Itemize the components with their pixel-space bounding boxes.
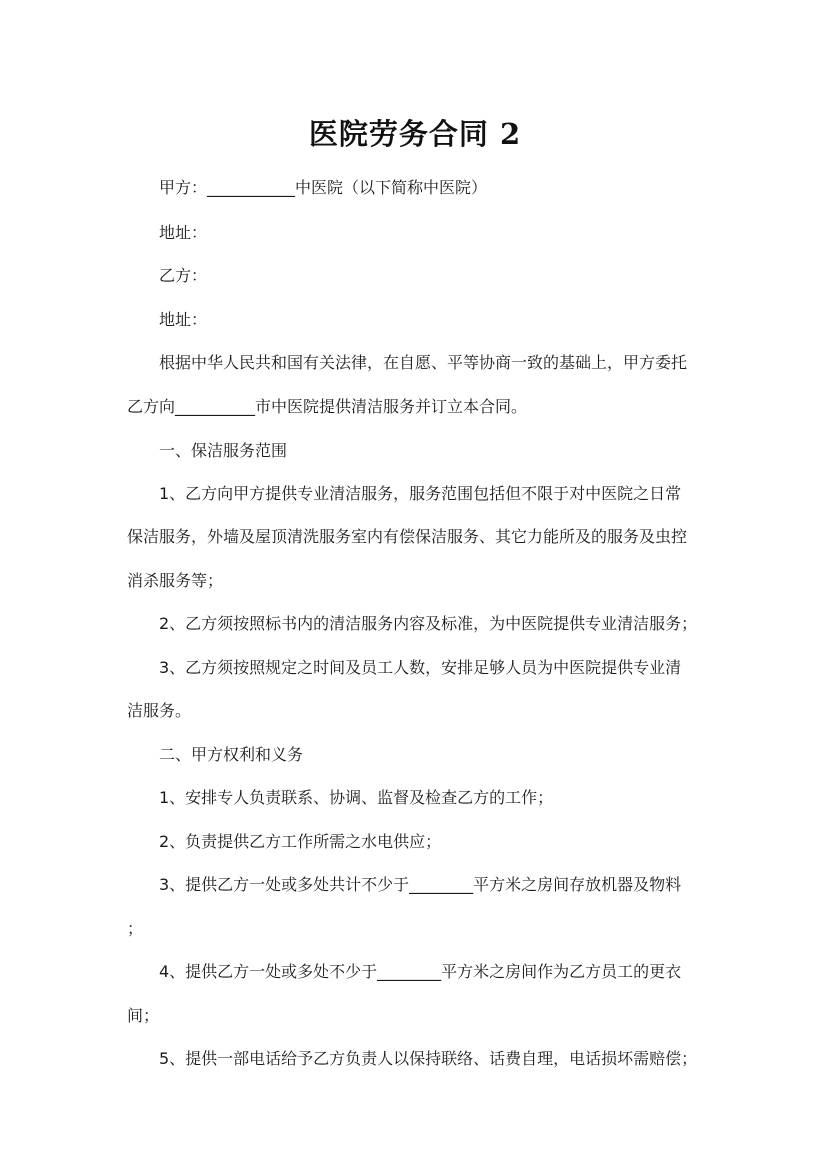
preamble-line-1: 根据中华人民共和国有关法律，在自愿、平等协商一致的基础上，甲方委托 [159,353,688,372]
section-heading-1: 一、保洁服务范围 [159,441,288,460]
clause-1-3-line-2: 洁服务。 [127,701,192,720]
document-title: 医院劳务合同 2 [308,117,522,151]
party-b-address: 地址： [159,310,208,329]
clause-1-3-line-1: 3、乙方须按照规定之时间及员工人数，安排足够人员为中医院提供专业清 [159,658,682,677]
clause-2-2: 2、负责提供乙方工作所需之水电供应； [159,832,442,851]
clause-1-1-line-2: 保洁服务，外墙及屋顶清洗服务室内有偿保洁服务、其它力能所及的服务及虫控 [127,527,688,546]
clause-2-4-line-2: 间； [127,1006,160,1025]
clause-2-1: 1、安排专人负责联系、协调、监督及检查乙方的工作； [159,788,554,807]
clause-2-3-line-1: 3、提供乙方一处或多处共计不少于________平方米之房间存放机器及物料 [159,875,682,894]
clause-2-3-line-2: ； [127,919,144,938]
section-heading-2: 二、甲方权利和义务 [159,745,304,764]
party-a-line: 甲方：___________中医院（以下简称中医院） [159,178,488,197]
clause-2-4-line-1: 4、提供乙方一处或多处不少于________平方米之房间作为乙方员工的更衣 [159,962,682,981]
clause-1-1-line-3: 消杀服务等； [127,571,224,590]
clause-1-1-line-1: 1、乙方向甲方提供专业清洁服务，服务范围包括但不限于对中医院之日常 [159,484,682,503]
clause-2-5: 5、提供一部电话给予乙方负责人以保持联络、话费自理，电话损坏需赔偿； [159,1049,698,1068]
preamble-line-2: 乙方向__________市中医院提供清洁服务并订立本合同。 [127,397,528,416]
party-b-line: 乙方： [159,266,208,285]
clause-1-2: 2、乙方须按照标书内的清洁服务内容及标准，为中医院提供专业清洁服务； [159,614,698,633]
party-a-address: 地址： [159,223,208,242]
